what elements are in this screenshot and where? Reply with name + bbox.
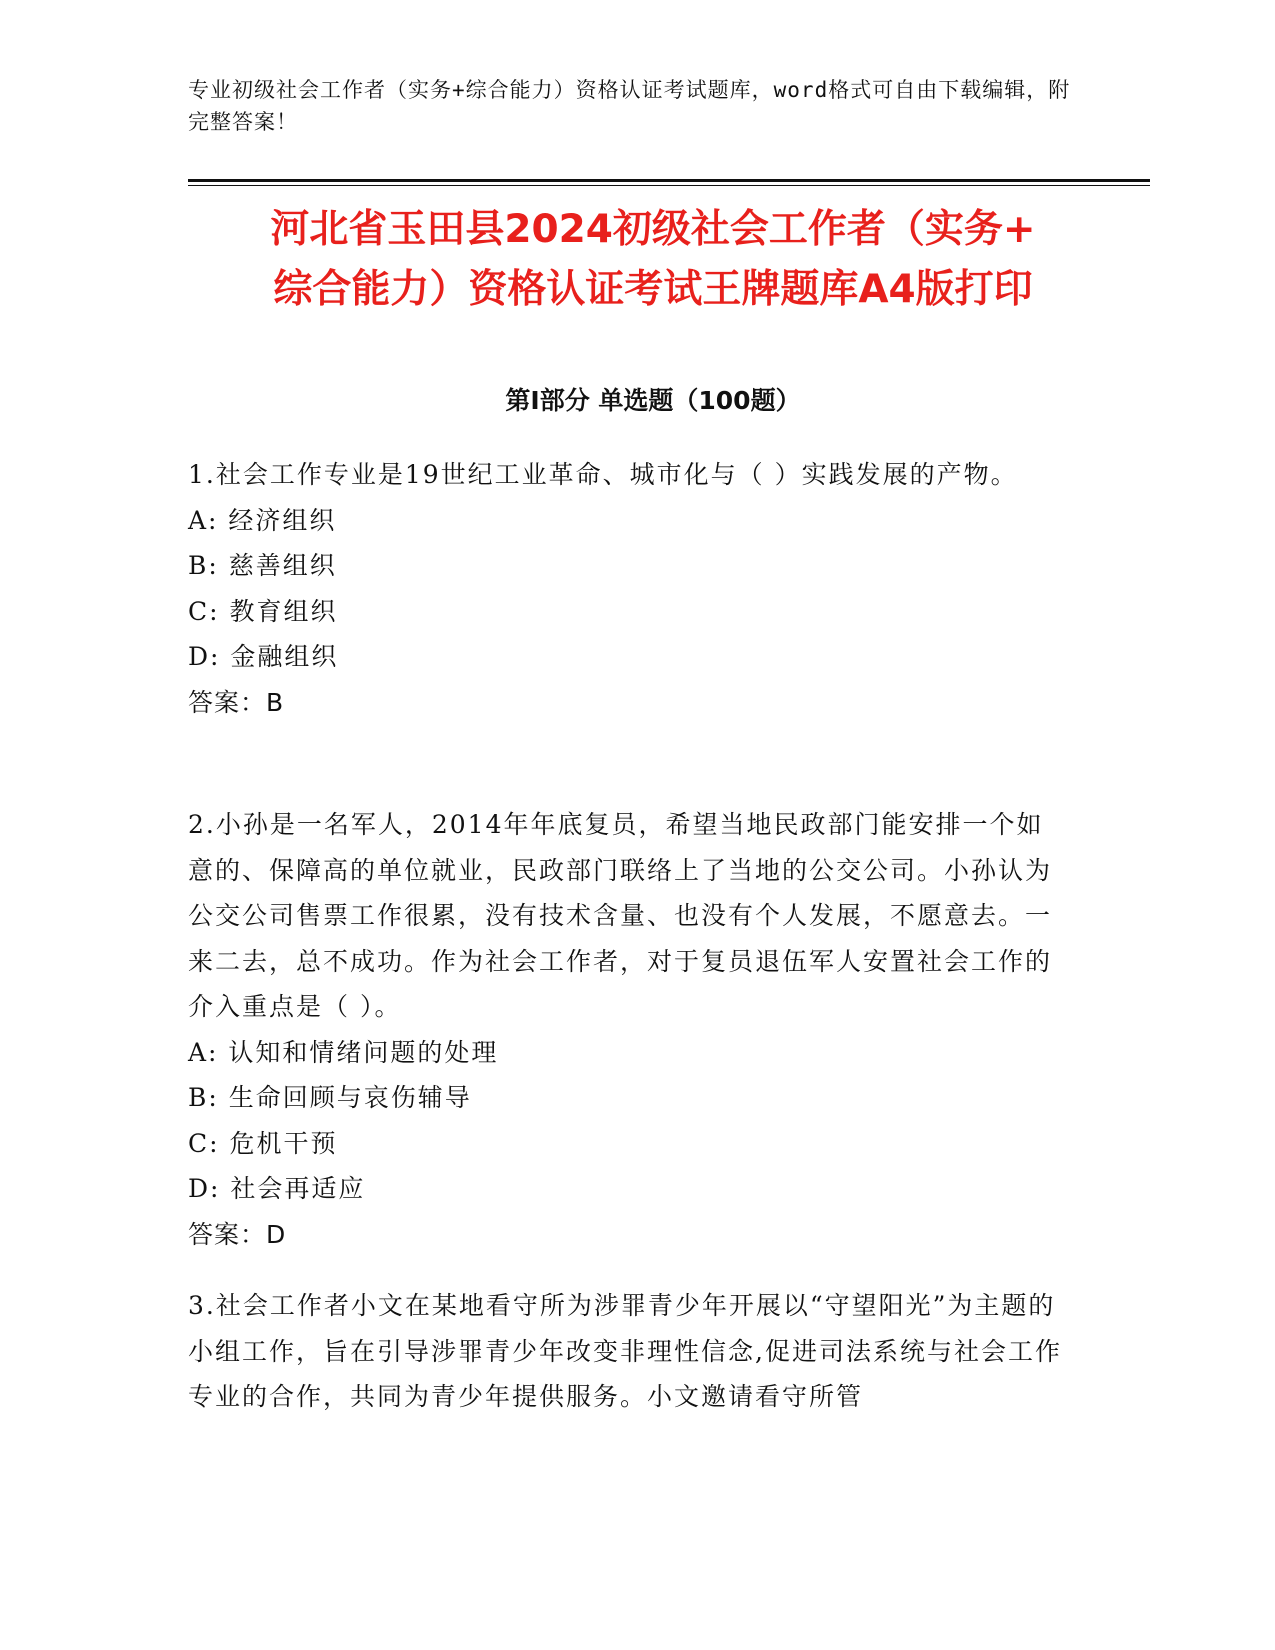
question-1-options xyxy=(188,498,1068,680)
question-3 xyxy=(188,1283,1068,1420)
section-heading: 第Ⅰ部分 单选题（100题） xyxy=(505,386,801,415)
question-1-text: 1.社会工作专业是19世纪工业革命、城市化与（ ）实践发展的产物。 xyxy=(188,460,1018,489)
question-2-option-a: A: 认知和情绪问题的处理 xyxy=(188,1037,499,1067)
document-title-line-2: 综合能力）资格认证考试王牌题库A4版打印 xyxy=(273,267,1033,312)
question-2-text: 2.小孙是一名军人，2014年年底复员，希望当地民政部门能安排一个如意的、保障高的单位就业，民政部门联络上了当地的公交公司。小孙认为公交公司售票工作很累，没有技术含量、也没有个人发展，不愿意去。一来二去，总不成功。作为社会工作者，对于复员退伍军人安置社会工作的介入重点是（ ）。 xyxy=(188,810,1053,1021)
question-1-option-d: D: 金融组织 xyxy=(188,642,339,671)
question-3-text: 3.社会工作者小文在某地看守所为涉罪青少年开展以“守望阳光”为主题的小组工作，旨在引导涉罪青少年改变非理性信念,促进司法系统与社会工作专业的合作，共同为青少年提供服务。小文邀请看守所管 xyxy=(188,1291,1062,1411)
question-2 xyxy=(188,802,1068,1257)
question-2-option-c: C: 危机干预 xyxy=(188,1128,338,1158)
question-2-answer: 答案：D xyxy=(188,1219,287,1249)
document-title xyxy=(188,200,1118,320)
question-1-option-b: B: 慈善组织 xyxy=(188,551,337,580)
question-2-option-d: D: 社会再适应 xyxy=(188,1174,366,1203)
question-2-options xyxy=(188,1030,1068,1212)
header-divider-thick xyxy=(188,179,1150,182)
header-note: 专业初级社会工作者（实务+综合能力）资格认证考试题库，word格式可自由下载编辑，附完整答案！ xyxy=(188,78,1071,134)
question-1 xyxy=(188,452,1068,725)
header-divider-thin xyxy=(188,185,1150,186)
question-1-option-a: A: 经济组织 xyxy=(188,505,337,535)
question-1-answer: 答案：B xyxy=(188,687,285,717)
document-title-line-1: 河北省玉田县2024初级社会工作者（实务+ xyxy=(270,207,1036,252)
question-2-option-b: B: 生命回顾与哀伤辅导 xyxy=(188,1083,472,1112)
question-1-option-c: C: 教育组织 xyxy=(188,596,338,626)
